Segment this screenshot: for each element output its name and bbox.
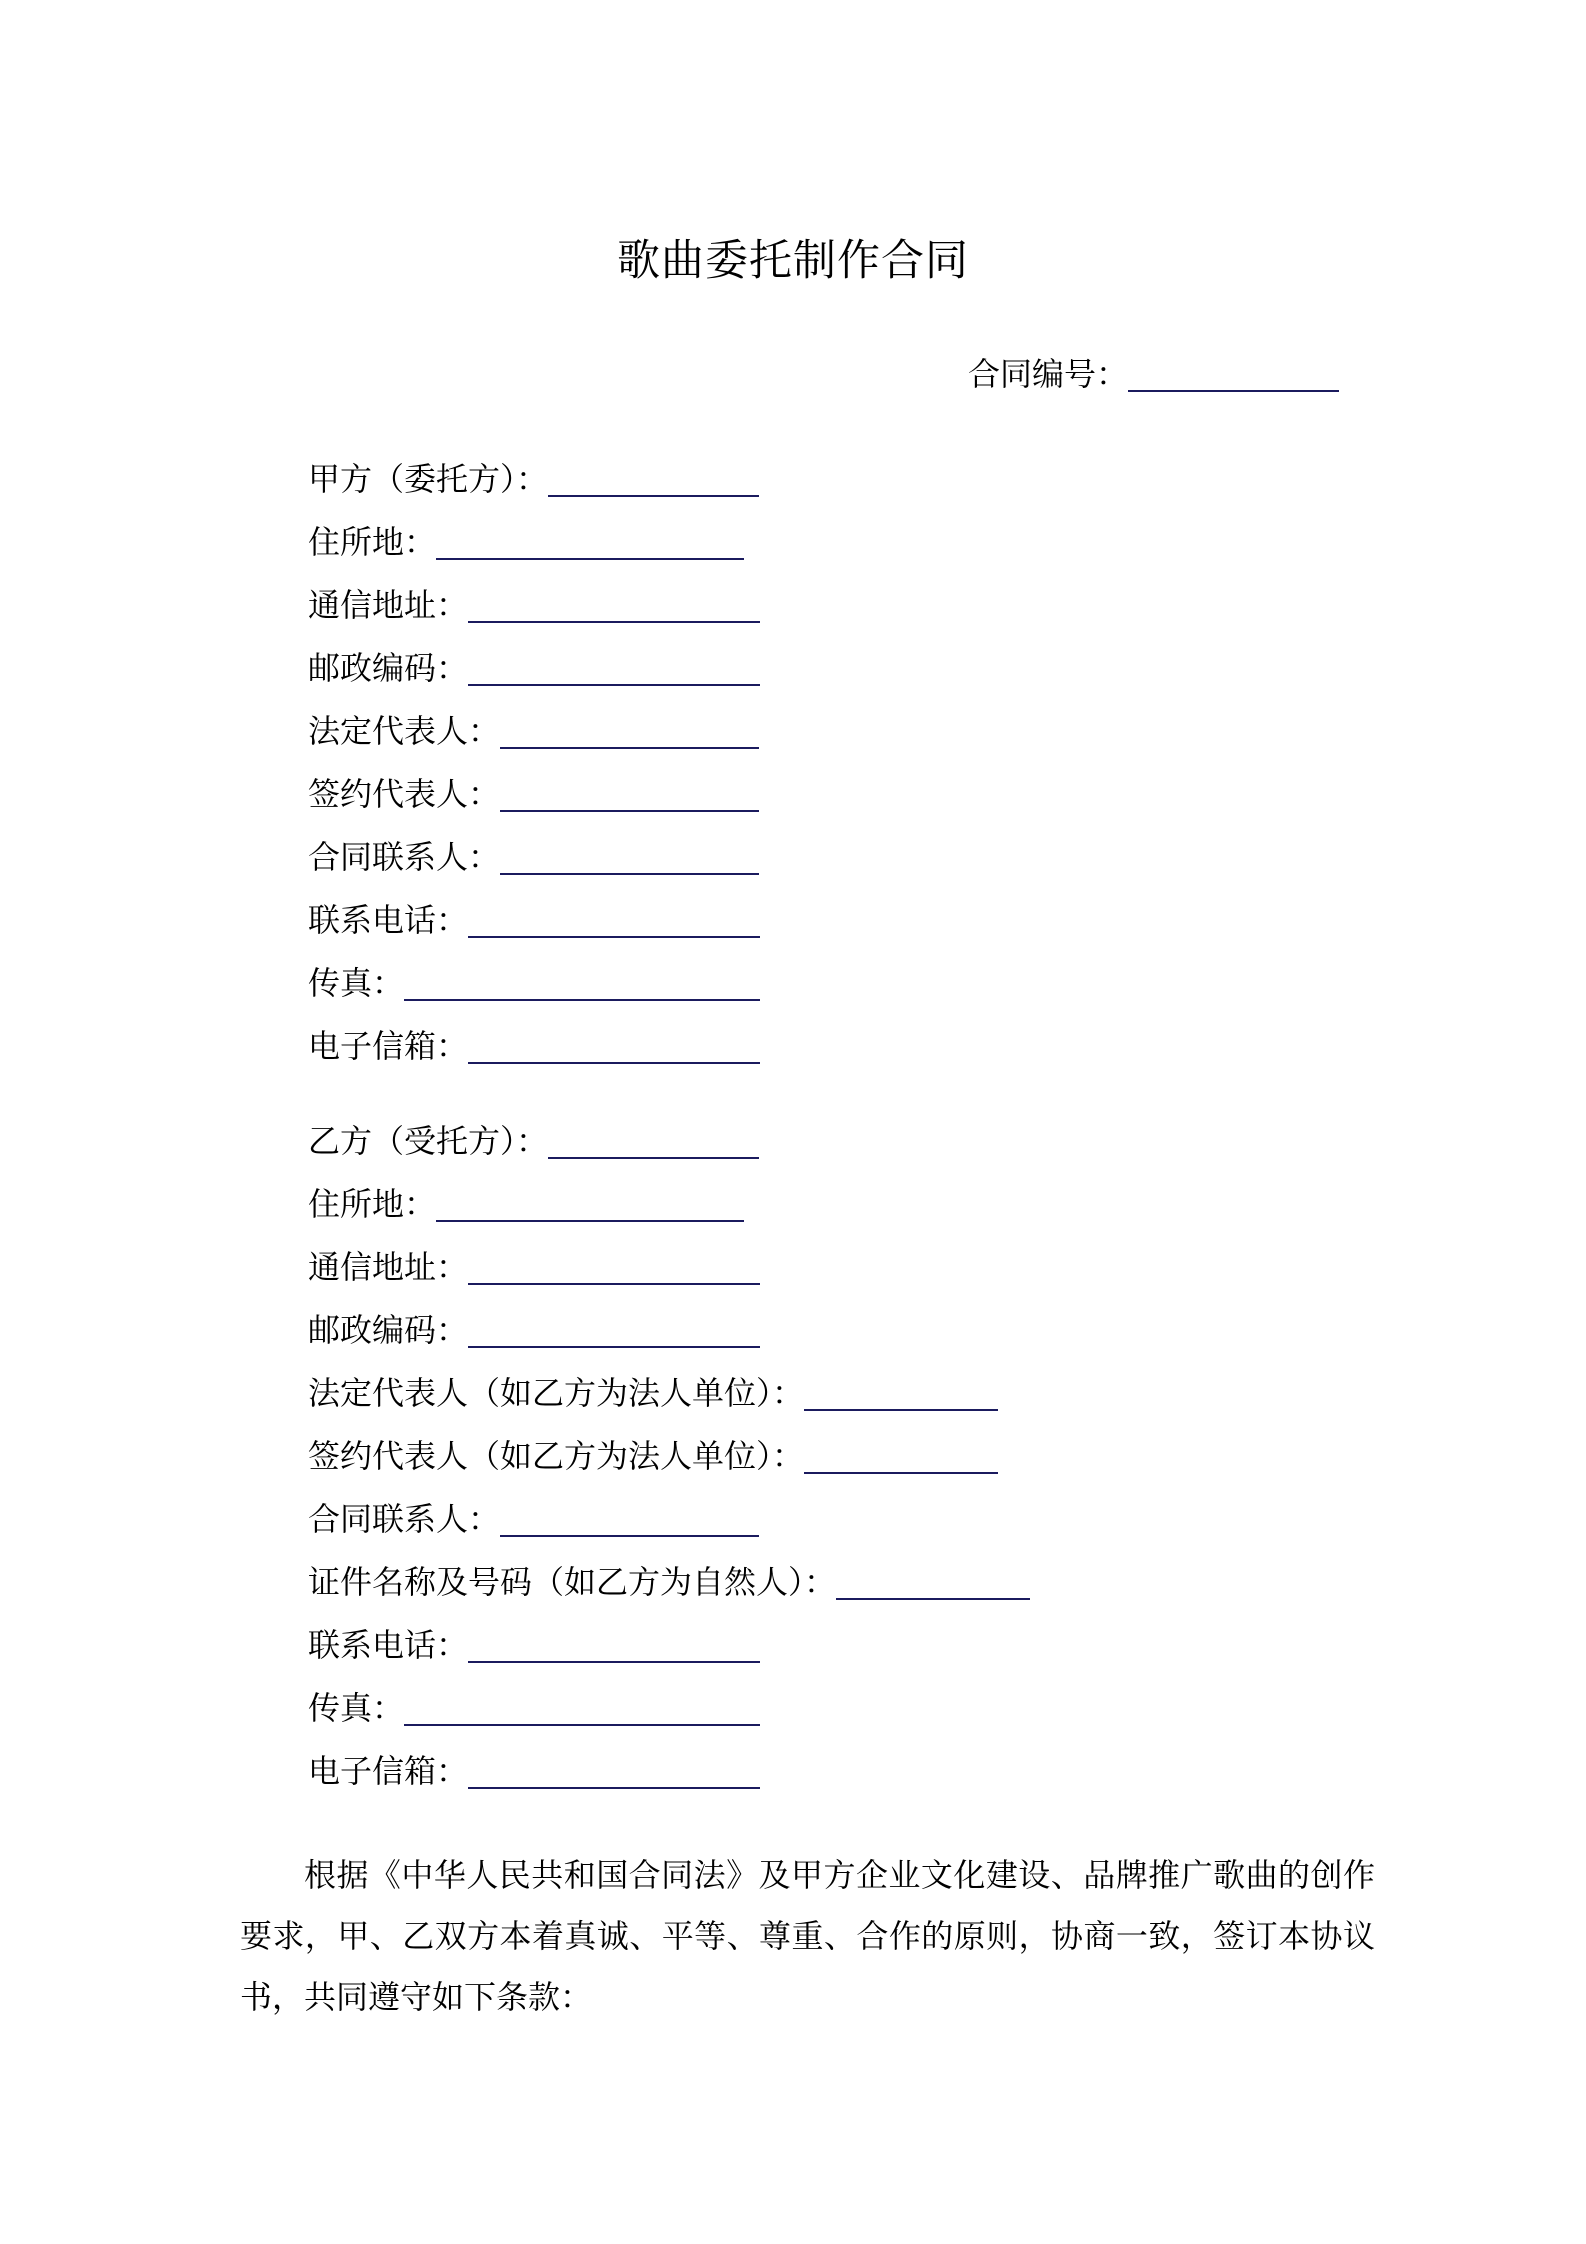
field-label: 电子信箱：: [308, 1752, 469, 1790]
field-row: [308, 965, 760, 1028]
field-blank: [500, 839, 759, 875]
field-blank: [468, 1249, 760, 1285]
field-label: 合同联系人：: [308, 838, 501, 876]
field-row: [308, 902, 760, 965]
field-row: [308, 713, 760, 776]
field-label: 电子信箱：: [308, 1027, 469, 1065]
field-blank: [804, 1375, 998, 1411]
field-row: [308, 1249, 1030, 1312]
field-label: 法定代表人：: [308, 712, 501, 750]
field-blank: [468, 902, 760, 938]
field-label: 联系电话：: [308, 901, 469, 939]
field-label: 法定代表人（如乙方为法人单位）：: [308, 1374, 805, 1412]
field-blank: [468, 650, 760, 686]
field-blank: [436, 524, 744, 560]
contract-number-blank: [1128, 356, 1339, 392]
field-label: 邮政编码：: [308, 649, 469, 687]
field-blank: [500, 713, 759, 749]
page-title: 歌曲委托制作合同: [617, 236, 969, 286]
field-row: [308, 1186, 1030, 1249]
field-blank: [548, 1123, 759, 1159]
field-row: [308, 587, 760, 650]
field-row: [308, 1753, 1030, 1816]
party-a-section: [308, 461, 760, 1091]
field-row: [308, 1028, 760, 1091]
field-label: 传真：: [308, 964, 405, 1002]
field-label: 签约代表人（如乙方为法人单位）：: [308, 1437, 805, 1475]
field-label: 住所地：: [308, 1185, 437, 1223]
field-blank: [468, 1312, 760, 1348]
field-blank: [804, 1438, 998, 1474]
field-label: 证件名称及号码（如乙方为自然人）：: [308, 1563, 837, 1601]
field-label: 签约代表人：: [308, 775, 501, 813]
field-row: [308, 1312, 1030, 1375]
field-label: 合同联系人：: [308, 1500, 501, 1538]
field-blank: [404, 965, 760, 1001]
field-row: [308, 1123, 1030, 1186]
field-label: 通信地址：: [308, 1248, 469, 1286]
field-blank: [404, 1690, 760, 1726]
field-label: 住所地：: [308, 523, 437, 561]
field-row: [308, 776, 760, 839]
intro-paragraph: 根据《中华人民共和国合同法》及甲方企业文化建设、品牌推广歌曲的创作要求，甲、乙双方本着真诚、平等、尊重、合作的原则，协商一致，签订本协议书，共同遵守如下条款：: [240, 1856, 1375, 2016]
contract-number-label: 合同编号：: [968, 355, 1129, 393]
field-blank: [500, 776, 759, 812]
field-label: 邮政编码：: [308, 1311, 469, 1349]
field-row: [308, 1627, 1030, 1690]
field-blank: [468, 1753, 760, 1789]
field-blank: [468, 1627, 760, 1663]
field-row: [308, 1690, 1030, 1753]
field-blank: [500, 1501, 759, 1537]
field-label: 联系电话：: [308, 1626, 469, 1664]
field-row: [308, 839, 760, 902]
field-row: [308, 1501, 1030, 1564]
contract-number-row: [968, 356, 1339, 392]
field-row: [308, 1375, 1030, 1438]
field-blank: [836, 1564, 1030, 1600]
field-blank: [468, 587, 760, 623]
field-blank: [468, 1028, 760, 1064]
field-label: 通信地址：: [308, 586, 469, 624]
field-row: [308, 1564, 1030, 1627]
field-label: 传真：: [308, 1689, 405, 1727]
field-blank: [436, 1186, 744, 1222]
field-label: 甲方（委托方）：: [308, 460, 549, 498]
field-row: [308, 1438, 1030, 1501]
field-label: 乙方（受托方）：: [308, 1122, 549, 1160]
field-row: [308, 650, 760, 713]
field-blank: [548, 461, 759, 497]
field-row: [308, 524, 760, 587]
party-b-section: [308, 1123, 1030, 1816]
field-row: [308, 461, 760, 524]
